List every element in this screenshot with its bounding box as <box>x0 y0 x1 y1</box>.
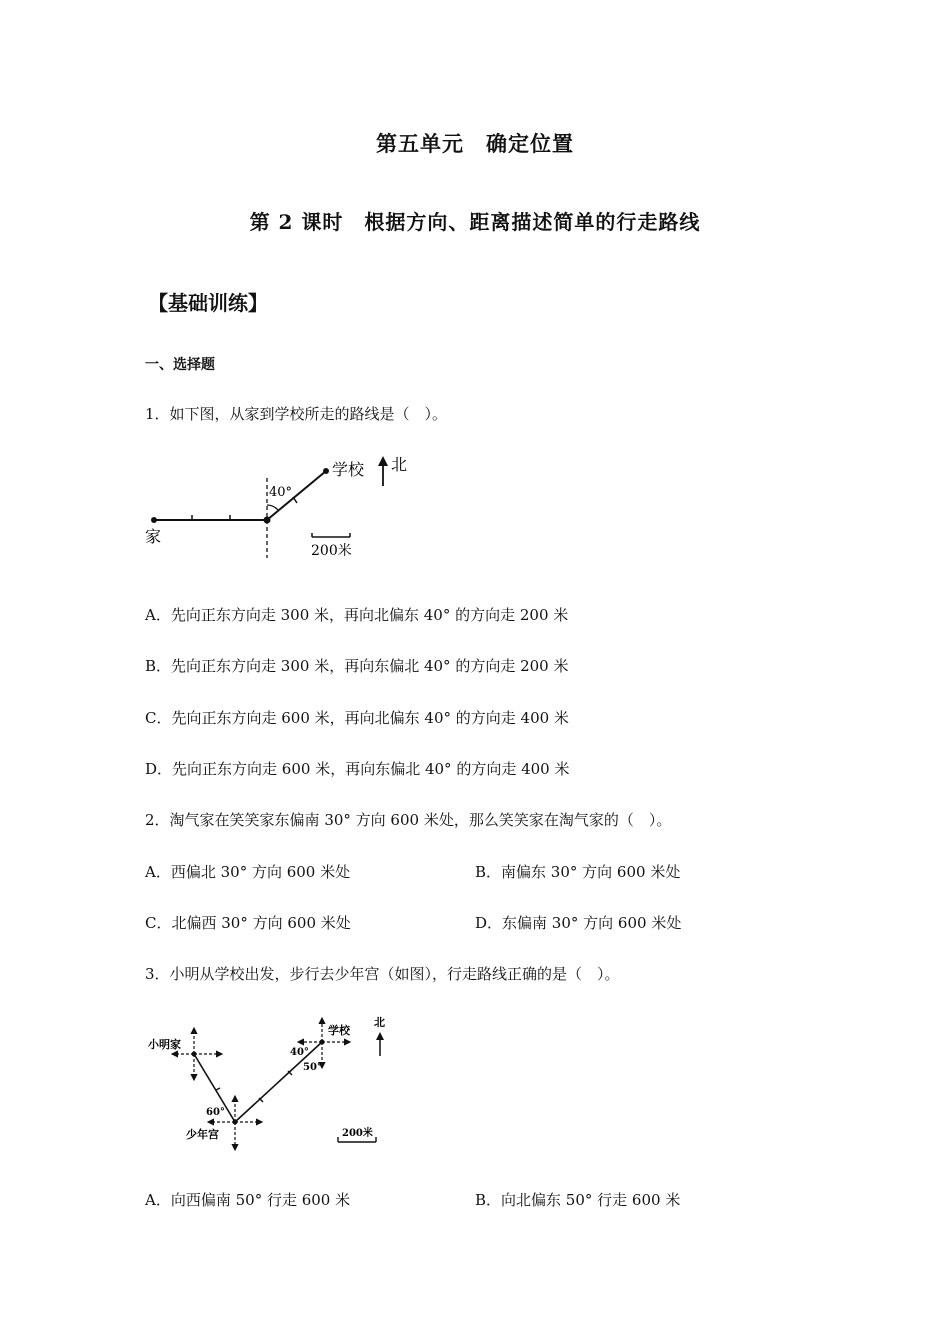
question-3-figure <box>140 1010 400 1160</box>
school-label: 学校 <box>332 460 365 479</box>
home-point <box>151 517 157 523</box>
angle-label: 40° <box>269 485 293 500</box>
question-3-option-b[interactable]: B．向北偏东 50° 行走 600 米 <box>475 1191 681 1209</box>
route-palace-to-school <box>235 1042 322 1122</box>
tick-a <box>216 1088 220 1090</box>
scale-bar <box>312 533 350 537</box>
question-3-option-a[interactable]: A．向西偏南 50° 行走 600 米 <box>145 1191 351 1209</box>
question-1-option-c[interactable]: C．先向正东方向走 600 米，再向北偏东 40° 的方向走 400 米 <box>145 709 569 727</box>
north-label: 北 <box>374 1016 385 1029</box>
palace-label: 少年宫 <box>186 1128 219 1141</box>
north-arrow-icon <box>376 1032 384 1056</box>
section-title: 【基础训练】 <box>148 291 268 315</box>
question-3-text: 3．小明从学校出发，步行去少年宫（如图），行走路线正确的是（ ）。 <box>145 965 620 983</box>
school-label: 学校 <box>328 1024 350 1037</box>
scale-label: 200米 <box>342 1128 373 1139</box>
angle-40-label: 40° <box>290 1047 309 1058</box>
north-arrow-icon <box>378 456 388 486</box>
question-1-option-a[interactable]: A．先向正东方向走 300 米，再向北偏东 40° 的方向走 200 米 <box>145 606 569 624</box>
subsection-title: 一、选择题 <box>145 357 215 373</box>
home-crosshair <box>172 1028 222 1080</box>
question-1-option-b[interactable]: B．先向正东方向走 300 米，再向东偏北 40° 的方向走 200 米 <box>145 657 569 675</box>
question-2-option-a[interactable]: A．西偏北 30° 方向 600 米处 <box>145 863 351 881</box>
angle-arc <box>267 505 278 510</box>
angle-60-label: 60° <box>206 1107 225 1118</box>
question-1-figure <box>140 448 430 566</box>
question-2-option-d[interactable]: D．东偏南 30° 方向 600 米处 <box>475 914 682 932</box>
angle-50-label: 50° <box>303 1062 322 1073</box>
question-1-text: 1．如下图，从家到学校所走的路线是（ ）。 <box>145 405 448 423</box>
question-1-option-d[interactable]: D．先向正东方向走 600 米，再向东偏北 40° 的方向走 400 米 <box>145 760 570 778</box>
question-2-text: 2．淘气家在笑笑家东偏南 30° 方向 600 米处，那么笑笑家在淘气家的（ ）。 <box>145 811 672 829</box>
turn-point <box>264 517 271 524</box>
scale-label: 200米 <box>311 543 352 559</box>
question-2-option-c[interactable]: C．北偏西 30° 方向 600 米处 <box>145 914 351 932</box>
lesson-title: 第 2 课时 根据方向、距离描述简单的行走路线 <box>249 210 701 234</box>
home-label: 小明家 <box>148 1038 181 1051</box>
school-point <box>323 468 329 474</box>
home-label: 家 <box>145 527 162 546</box>
north-label: 北 <box>391 455 408 474</box>
question-2-option-b[interactable]: B．南偏东 30° 方向 600 米处 <box>475 863 681 881</box>
unit-title: 第五单元 确定位置 <box>376 131 574 156</box>
